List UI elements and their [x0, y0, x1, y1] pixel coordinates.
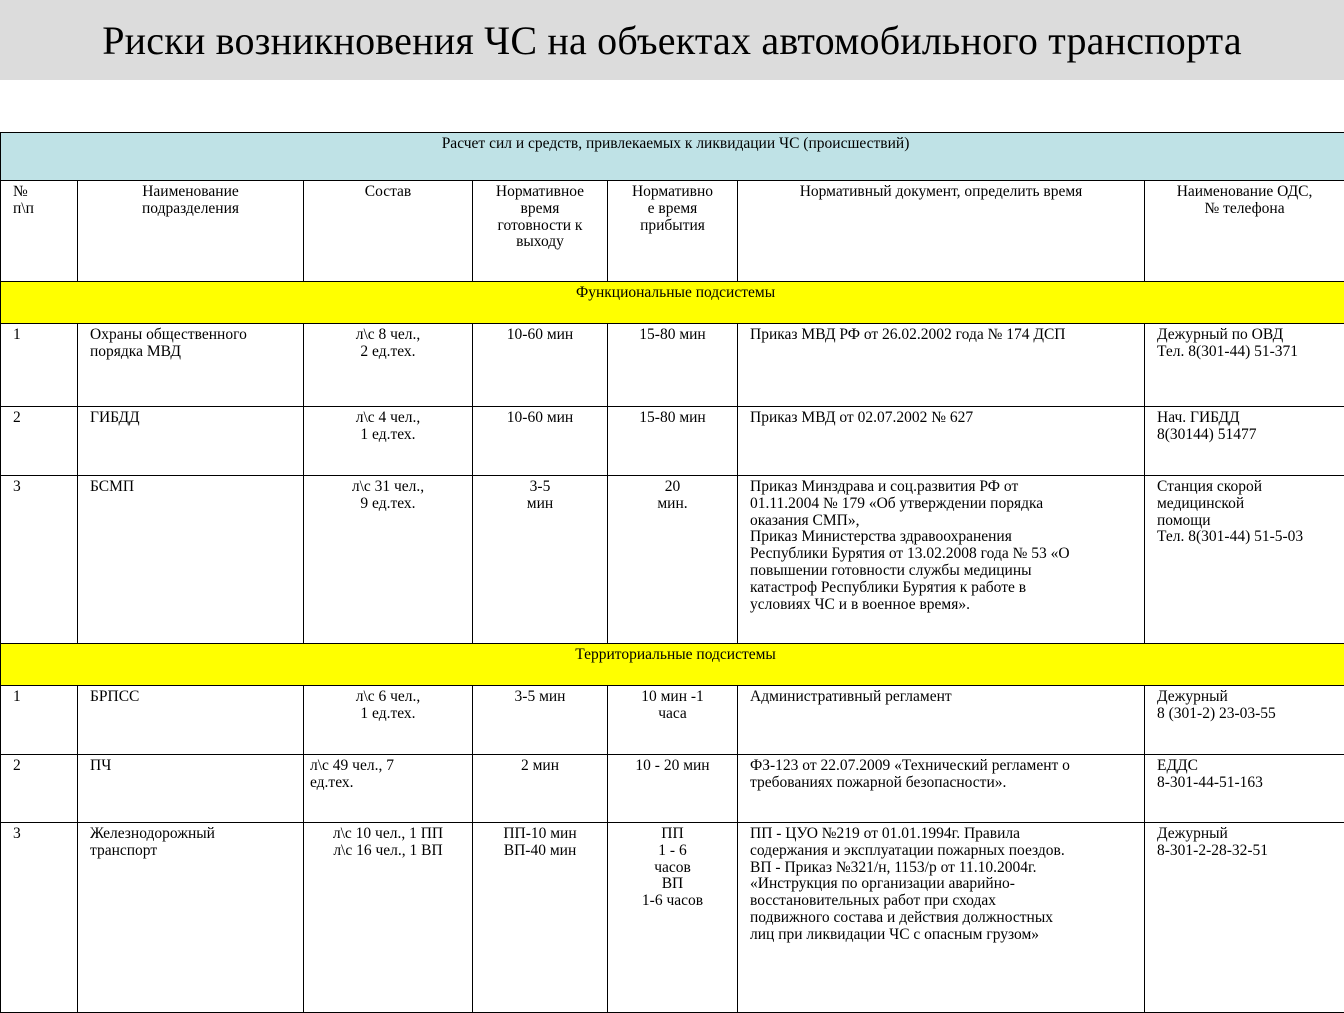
cell-composition: л\с 49 чел., 7 ед.тех.: [304, 755, 473, 823]
cell-document: Административный регламент: [738, 686, 1145, 755]
cell-arrival-time: 15-80 мин: [608, 407, 738, 476]
table-row: [1, 476, 1344, 644]
cell-document: Приказ МВД от 02.07.2002 № 627: [738, 407, 1145, 476]
table-row: [1, 823, 1344, 1013]
header-unit: Наименование подразделения: [78, 181, 304, 282]
cell-arrival-time: 15-80 мин: [608, 324, 738, 407]
resources-table: [0, 132, 1344, 1013]
cell-composition: л\с 8 чел., 2 ед.тех.: [304, 324, 473, 407]
cell-arrival-time: 20 мин.: [608, 476, 738, 644]
page-title: Риски возникновения ЧС на объектах автомобильного транспорта: [102, 17, 1242, 64]
cell-unit: БСМП: [78, 476, 304, 644]
cell-num: 2: [1, 755, 78, 823]
section-row-territorial: [1, 644, 1344, 686]
cell-unit: БРПСС: [78, 686, 304, 755]
cell-ods: Дежурный 8 (301-2) 23-03-55: [1145, 686, 1344, 755]
table-row: [1, 686, 1344, 755]
cell-ods: Станция скорой медицинской помощи Тел. 8(301-44) 51-5-03: [1145, 476, 1344, 644]
table-row: [1, 755, 1344, 823]
cell-ods: Нач. ГИБДД 8(30144) 51477: [1145, 407, 1344, 476]
section-row-functional: [1, 282, 1344, 324]
cell-document: Приказ Минздрава и соц.развития РФ от 01.11.2004 № 179 «Об утверждении порядка оказания СМП», Приказ Министерства здравоохранения Республики Бурятия от 13.02.2008 года № 53 «О повышении готовности службы медицины катастроф Республики Бурятия к работе в условиях ЧС и в военное время».: [738, 476, 1145, 644]
cell-num: 1: [1, 324, 78, 407]
cell-composition: л\с 10 чел., 1 ПП л\с 16 чел., 1 ВП: [304, 823, 473, 1013]
header-ods: Наименование ОДС, № телефона: [1145, 181, 1344, 282]
cell-unit: Охраны общественного порядка МВД: [78, 324, 304, 407]
cell-document: Приказ МВД РФ от 26.02.2002 года № 174 ДСП: [738, 324, 1145, 407]
cell-num: 3: [1, 476, 78, 644]
cell-num: 1: [1, 686, 78, 755]
cell-unit: ПЧ: [78, 755, 304, 823]
table-row: [1, 407, 1344, 476]
table-caption-row: [1, 133, 1344, 181]
cell-arrival-time: ПП 1 - 6 часов ВП 1-6 часов: [608, 823, 738, 1013]
cell-unit: ГИБДД: [78, 407, 304, 476]
table-caption: Расчет сил и средств, привлекаемых к ликвидации ЧС (происшествий): [1, 133, 1344, 181]
header-num: № п\п: [1, 181, 78, 282]
header-composition: Состав: [304, 181, 473, 282]
header-ready-time: Нормативное время готовности к выходу: [473, 181, 608, 282]
cell-composition: л\с 31 чел., 9 ед.тех.: [304, 476, 473, 644]
cell-ready-time: 3-5 мин: [473, 476, 608, 644]
cell-arrival-time: 10 мин -1 часа: [608, 686, 738, 755]
section-title: Территориальные подсистемы: [1, 644, 1344, 686]
cell-document: ФЗ-123 от 22.07.2009 «Технический регламент о требованиях пожарной безопасности».: [738, 755, 1145, 823]
cell-document: ПП - ЦУО №219 от 01.01.1994г. Правила содержания и эксплуатации пожарных поездов. ВП - Приказ №321/н, 1153/р от 11.10.2004г. «Инструкция по организации аварийно- восстановительных работ при сходах подвижного состава и действия должностных лиц при ликвидации ЧС с опасным грузом»: [738, 823, 1145, 1013]
table-row: [1, 324, 1344, 407]
cell-ready-time: ПП-10 мин ВП-40 мин: [473, 823, 608, 1013]
cell-ods: Дежурный 8-301-2-28-32-51: [1145, 823, 1344, 1013]
cell-composition: л\с 4 чел., 1 ед.тех.: [304, 407, 473, 476]
cell-unit: Железнодорожный транспорт: [78, 823, 304, 1013]
cell-ods: Дежурный по ОВД Тел. 8(301-44) 51-371: [1145, 324, 1344, 407]
header-row: [1, 181, 1344, 282]
cell-ready-time: 2 мин: [473, 755, 608, 823]
cell-ready-time: 10-60 мин: [473, 407, 608, 476]
cell-ready-time: 10-60 мин: [473, 324, 608, 407]
header-document: Нормативный документ, определить время: [738, 181, 1145, 282]
header-arrival-time: Нормативно е время прибытия: [608, 181, 738, 282]
section-title: Функциональные подсистемы: [1, 282, 1344, 324]
cell-arrival-time: 10 - 20 мин: [608, 755, 738, 823]
cell-num: 2: [1, 407, 78, 476]
cell-composition: л\с 6 чел., 1 ед.тех.: [304, 686, 473, 755]
cell-ods: ЕДДС 8-301-44-51-163: [1145, 755, 1344, 823]
cell-num: 3: [1, 823, 78, 1013]
cell-ready-time: 3-5 мин: [473, 686, 608, 755]
title-bar: [0, 0, 1344, 80]
